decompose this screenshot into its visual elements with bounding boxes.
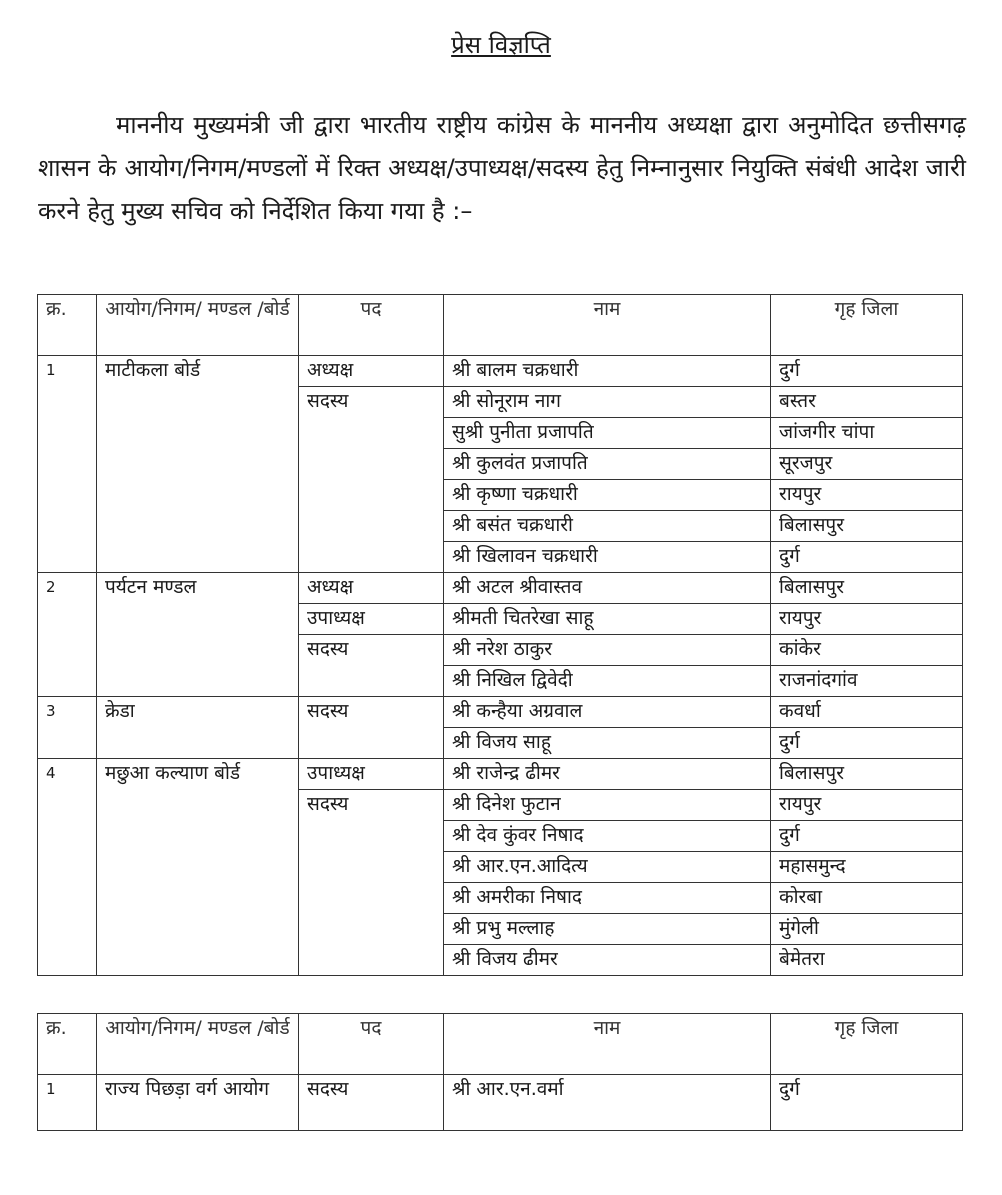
post-cell: सदस्य <box>299 790 444 976</box>
serial-cell: 4 <box>38 759 97 976</box>
district-cell: बस्तर <box>771 387 963 418</box>
header-post: पद <box>299 295 444 356</box>
header-serial: क्र. <box>38 295 97 356</box>
district-cell: कवर्धा <box>771 697 963 728</box>
serial-cell: 1 <box>38 356 97 573</box>
body-cell: माटीकला बोर्ड <box>97 356 299 573</box>
header-district: गृह जिला <box>771 1014 963 1075</box>
district-cell: रायपुर <box>771 604 963 635</box>
district-cell: बेमेतरा <box>771 945 963 976</box>
name-cell: श्री निखिल द्विवेदी <box>444 666 771 697</box>
name-cell: श्री विजय साहू <box>444 728 771 759</box>
district-cell: जांजगीर चांपा <box>771 418 963 449</box>
district-cell: राजनांदगांव <box>771 666 963 697</box>
table-row <box>38 356 963 387</box>
name-cell: श्री राजेन्द्र ढीमर <box>444 759 771 790</box>
table-header-row <box>38 295 963 356</box>
header-name: नाम <box>444 1014 771 1075</box>
header-post: पद <box>299 1014 444 1075</box>
district-cell: रायपुर <box>771 480 963 511</box>
name-cell: श्री दिनेश फुटान <box>444 790 771 821</box>
name-cell: श्री कन्हैया अग्रवाल <box>444 697 771 728</box>
page-title: प्रेस विज्ञप्ति <box>451 31 551 59</box>
district-cell: दुर्ग <box>771 542 963 573</box>
name-cell: श्री विजय ढीमर <box>444 945 771 976</box>
district-cell: दुर्ग <box>771 728 963 759</box>
table-header-row <box>38 1014 963 1075</box>
post-cell: सदस्य <box>299 635 444 697</box>
post-cell: सदस्य <box>299 1075 444 1131</box>
post-cell: उपाध्यक्ष <box>299 604 444 635</box>
name-cell: श्री बालम चक्रधारी <box>444 356 771 387</box>
post-cell: सदस्य <box>299 697 444 759</box>
district-cell: कांकेर <box>771 635 963 666</box>
header-body: आयोग/निगम/ मण्डल /बोर्ड <box>97 1014 299 1075</box>
name-cell: श्री आर.एन.वर्मा <box>444 1075 771 1131</box>
district-cell: मुंगेली <box>771 914 963 945</box>
table-row <box>38 573 963 604</box>
header-body: आयोग/निगम/ मण्डल /बोर्ड <box>97 295 299 356</box>
name-cell: श्री बसंत चक्रधारी <box>444 511 771 542</box>
name-cell: श्री नरेश ठाकुर <box>444 635 771 666</box>
name-cell: श्रीमती चितरेखा साहू <box>444 604 771 635</box>
header-name: नाम <box>444 295 771 356</box>
name-cell: सुश्री पुनीता प्रजापति <box>444 418 771 449</box>
table-body <box>38 1075 963 1131</box>
serial-cell: 1 <box>38 1075 97 1131</box>
district-cell: सूरजपुर <box>771 449 963 480</box>
district-cell: दुर्ग <box>771 821 963 852</box>
appointments-table-2 <box>37 1013 963 1131</box>
name-cell: श्री कृष्णा चक्रधारी <box>444 480 771 511</box>
appointments-table-1 <box>37 294 963 976</box>
body-cell: राज्य पिछड़ा वर्ग आयोग <box>97 1075 299 1131</box>
serial-cell: 2 <box>38 573 97 697</box>
district-cell: दुर्ग <box>771 356 963 387</box>
header-serial: क्र. <box>38 1014 97 1075</box>
body-cell: क्रेडा <box>97 697 299 759</box>
name-cell: श्री खिलावन चक्रधारी <box>444 542 771 573</box>
name-cell: श्री अटल श्रीवास्तव <box>444 573 771 604</box>
district-cell: बिलासपुर <box>771 573 963 604</box>
intro-paragraph: माननीय मुख्यमंत्री जी द्वारा भारतीय राष्ट्रीय कांग्रेस के माननीय अध्यक्षा द्वारा अनुमोदित छत्तीसगढ़ शासन के आयोग/निगम/मण्डलों में रिक्त अध्यक्ष/उपाध्यक्ष/सदस्य हेतु निम्नानुसार नियुक्ति संबंधी आदेश जारी करने हेतु मुख्य सचिव को निर्देशित किया गया है :– <box>38 111 966 225</box>
district-cell: रायपुर <box>771 790 963 821</box>
table-body <box>38 356 963 976</box>
table-row <box>38 759 963 790</box>
name-cell: श्री सोनूराम नाग <box>444 387 771 418</box>
post-cell: उपाध्यक्ष <box>299 759 444 790</box>
table-row <box>38 1075 963 1131</box>
district-cell: दुर्ग <box>771 1075 963 1131</box>
name-cell: श्री कुलवंत प्रजापति <box>444 449 771 480</box>
district-cell: बिलासपुर <box>771 511 963 542</box>
district-cell: बिलासपुर <box>771 759 963 790</box>
name-cell: श्री आर.एन.आदित्य <box>444 852 771 883</box>
name-cell: श्री देव कुंवर निषाद <box>444 821 771 852</box>
district-cell: महासमुन्द <box>771 852 963 883</box>
table-row <box>38 697 963 728</box>
name-cell: श्री प्रभु मल्लाह <box>444 914 771 945</box>
district-cell: कोरबा <box>771 883 963 914</box>
header-district: गृह जिला <box>771 295 963 356</box>
post-cell: अध्यक्ष <box>299 573 444 604</box>
post-cell: सदस्य <box>299 387 444 573</box>
name-cell: श्री अमरीका निषाद <box>444 883 771 914</box>
body-cell: पर्यटन मण्डल <box>97 573 299 697</box>
serial-cell: 3 <box>38 697 97 759</box>
post-cell: अध्यक्ष <box>299 356 444 387</box>
body-cell: मछुआ कल्याण बोर्ड <box>97 759 299 976</box>
